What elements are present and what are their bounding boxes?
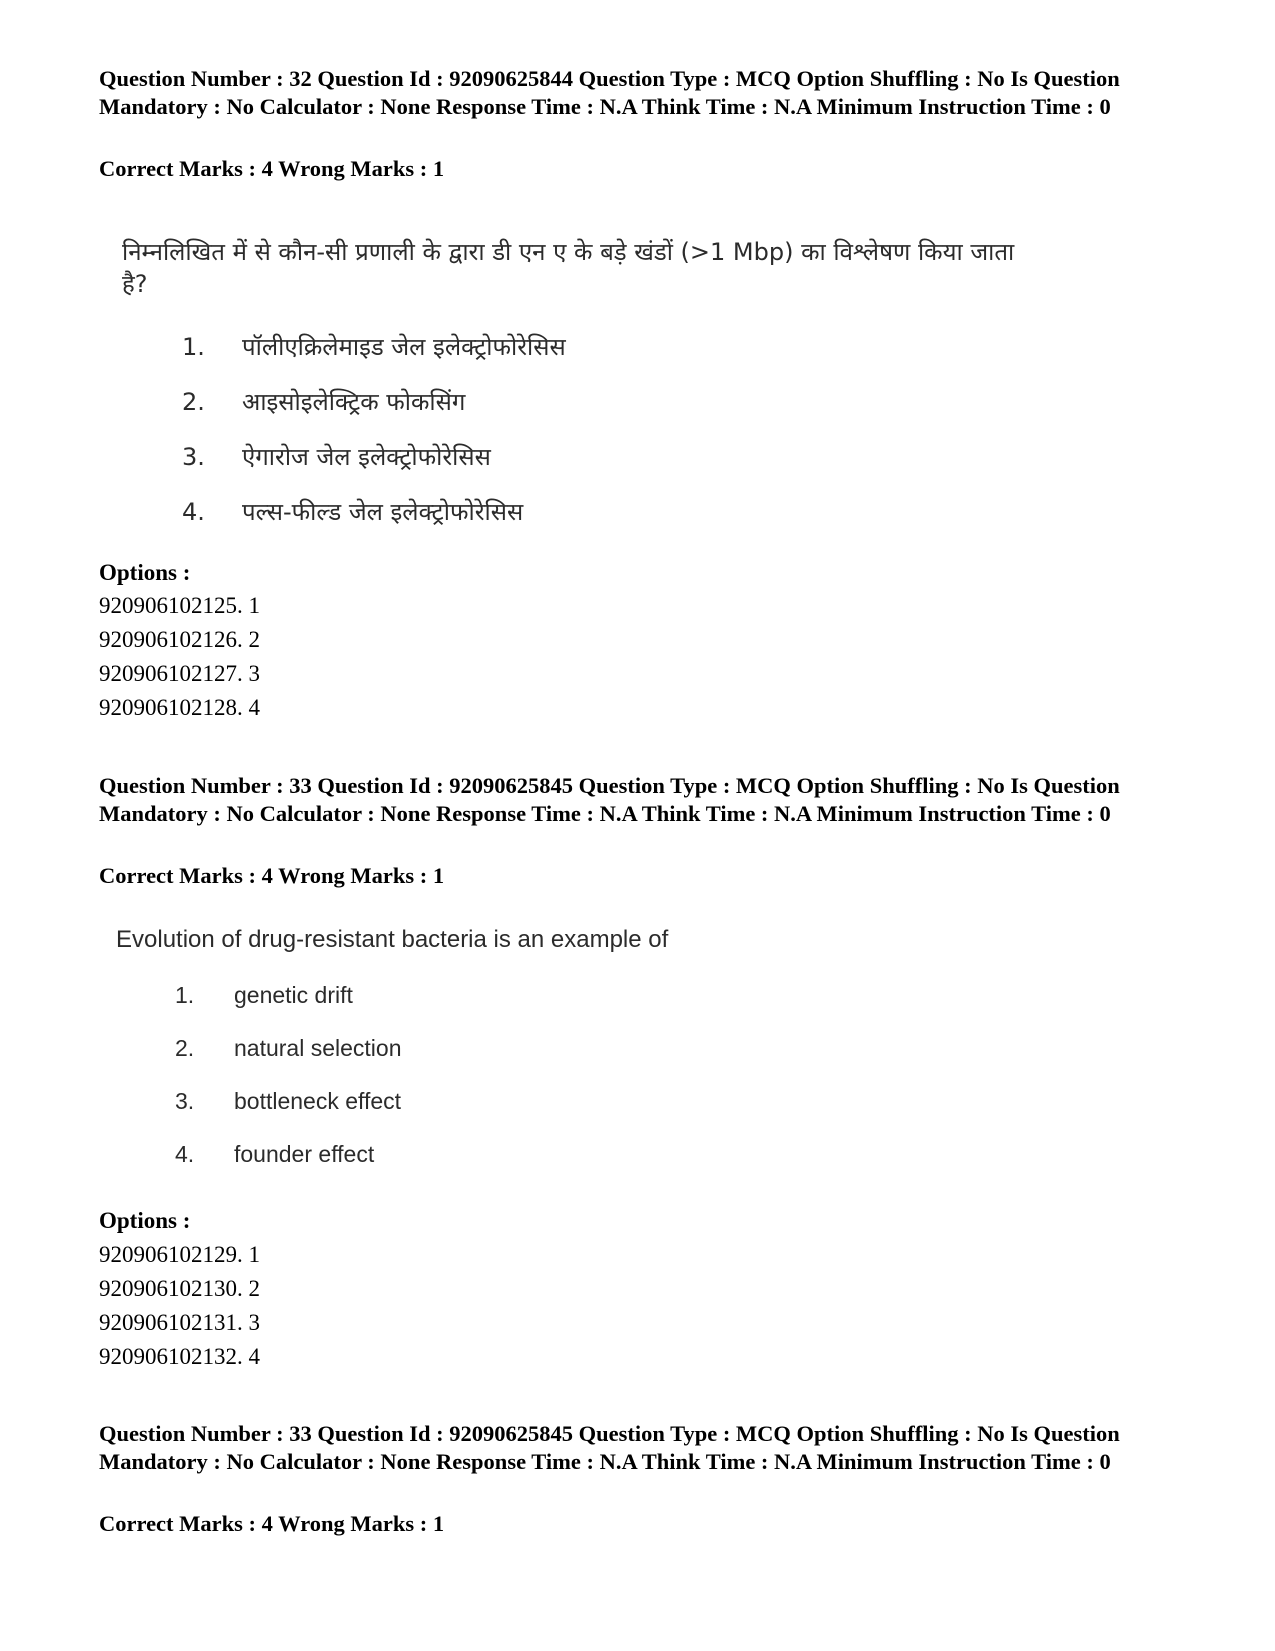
choice-text: ऐगारोज जेल इलेक्ट्रोफोरेसिस [242,443,491,471]
choice-number: 1. [175,982,195,1008]
question-marks: Correct Marks : 4 Wrong Marks : 1 [99,1511,445,1536]
question-meta: Question Number : 32 Question Id : 92090625844 Question Type : MCQ Option Shuffling : No Is Question Mandatory : No Calculator : None Response Time : N.A Think Time : N.A Minimum Instruction Time : 0 [99,66,1120,119]
question-stem: निम्नलिखित में से कौन-सी प्रणाली के द्वारा डी एन ए के बड़े खंडों (>1 Mbp) का विश्लेषण किया जाता है? [122,238,1015,298]
choice-text: पॉलीएक्रिलेमाइड जेल इलेक्ट्रोफोरेसिस [242,333,566,361]
option-line: 920906102128. 4 [99,695,260,720]
choice-number: 3. [182,443,205,471]
choice-text: genetic drift [234,982,353,1008]
choice-number: 2. [182,388,205,416]
options-heading: Options : [99,560,191,585]
option-line: 920906102130. 2 [99,1276,260,1301]
choice-text: पल्स-फील्ड जेल इलेक्ट्रोफोरेसिस [242,498,524,526]
question-meta: Question Number : 33 Question Id : 92090625845 Question Type : MCQ Option Shuffling : No Is Question Mandatory : No Calculator : None Response Time : N.A Think Time : N.A Minimum Instruction Time : 0 [99,773,1120,826]
question-meta: Question Number : 33 Question Id : 92090625845 Question Type : MCQ Option Shuffling : No Is Question Mandatory : No Calculator : None Response Time : N.A Think Time : N.A Minimum Instruction Time : 0 [99,1421,1120,1474]
option-line: 920906102132. 4 [99,1344,260,1369]
choice-number: 4. [182,498,205,526]
choice-number: 2. [175,1035,195,1061]
question-marks: Correct Marks : 4 Wrong Marks : 1 [99,863,445,888]
option-line: 920906102127. 3 [99,661,260,686]
option-line: 920906102125. 1 [99,593,260,618]
option-line: 920906102131. 3 [99,1310,260,1335]
choice-number: 3. [175,1088,195,1114]
choice-text: bottleneck effect [234,1088,402,1114]
choice-number: 4. [175,1141,195,1167]
choice-text: founder effect [234,1141,375,1167]
option-line: 920906102129. 1 [99,1242,260,1267]
choice-text: आइसोइलेक्ट्रिक फोकसिंग [242,388,466,416]
choice-number: 1. [182,333,205,361]
choice-text: natural selection [234,1035,402,1061]
options-heading: Options : [99,1208,191,1233]
question-marks: Correct Marks : 4 Wrong Marks : 1 [99,156,445,181]
option-line: 920906102126. 2 [99,627,260,652]
question-stem: Evolution of drug-resistant bacteria is an example of [116,926,669,953]
